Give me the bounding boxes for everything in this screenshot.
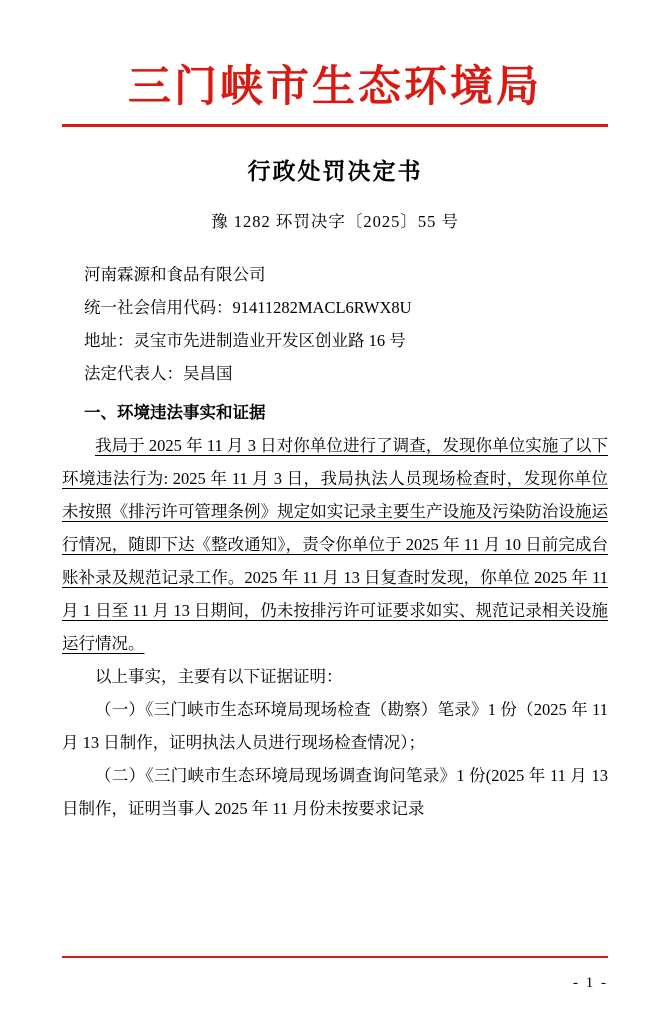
document-subtitle: 行政处罚决定书 — [247, 158, 423, 184]
footer-divider — [62, 956, 608, 958]
paragraph-evidence-2: （二）《三门峡市生态环境局现场调查询问笔录》1 份(2025 年 11 月 13 日制作，证明当事人 2025 年 11 月份未按要求记录 — [62, 765, 608, 818]
document-page — [0, 62, 670, 1010]
page-title: 三门峡市生态环境局 — [128, 62, 542, 112]
party-credit-code: 统一社会信用代码：91411282MACL6RWX8U — [84, 297, 412, 317]
paragraph-evidence-intro: 以上事实，主要有以下证据证明： — [95, 666, 343, 686]
party-legal-representative: 法定代表人：吴昌国 — [84, 363, 233, 383]
party-info — [62, 258, 608, 390]
paragraph-facts: 我局于 2025 年 11 月 3 日对你单位进行了调查，发现你单位实施了以下环境违法行为: 2025 年 11 月 3 日，我局执法人员现场检查时，发现你单位未按照《排污许可管理条例》规定如实记录主要生产设施及污染防治设施运行情况，随即下达《整改通知》，责令你单位于 2025 年 11 月 10 日前完成台账补录及规范记录工作。2025 年 11 月 13 日复查时发现，你单位 2025 年 11 月 1 日至 11 月 13 日期间，仍未按排污许可证要求如实、规范记录相关设施运行情况。 — [62, 435, 608, 653]
page-number: - 1 - — [573, 975, 608, 991]
party-company-name: 河南霖源和食品有限公司 — [84, 264, 266, 284]
paragraph-evidence-1: （一）《三门峡市生态环境局现场检查（勘察）笔录》1 份（2025 年 11 月 13 日制作，证明执法人员进行现场检查情况）； — [62, 699, 608, 752]
party-address: 地址：灵宝市先进制造业开发区创业路 16 号 — [84, 330, 406, 350]
title-divider — [62, 124, 608, 127]
document-number: 豫 1282 环罚决字〔2025〕55 号 — [211, 211, 459, 231]
section-heading-one: 一、环境违法事实和证据 — [84, 402, 266, 422]
